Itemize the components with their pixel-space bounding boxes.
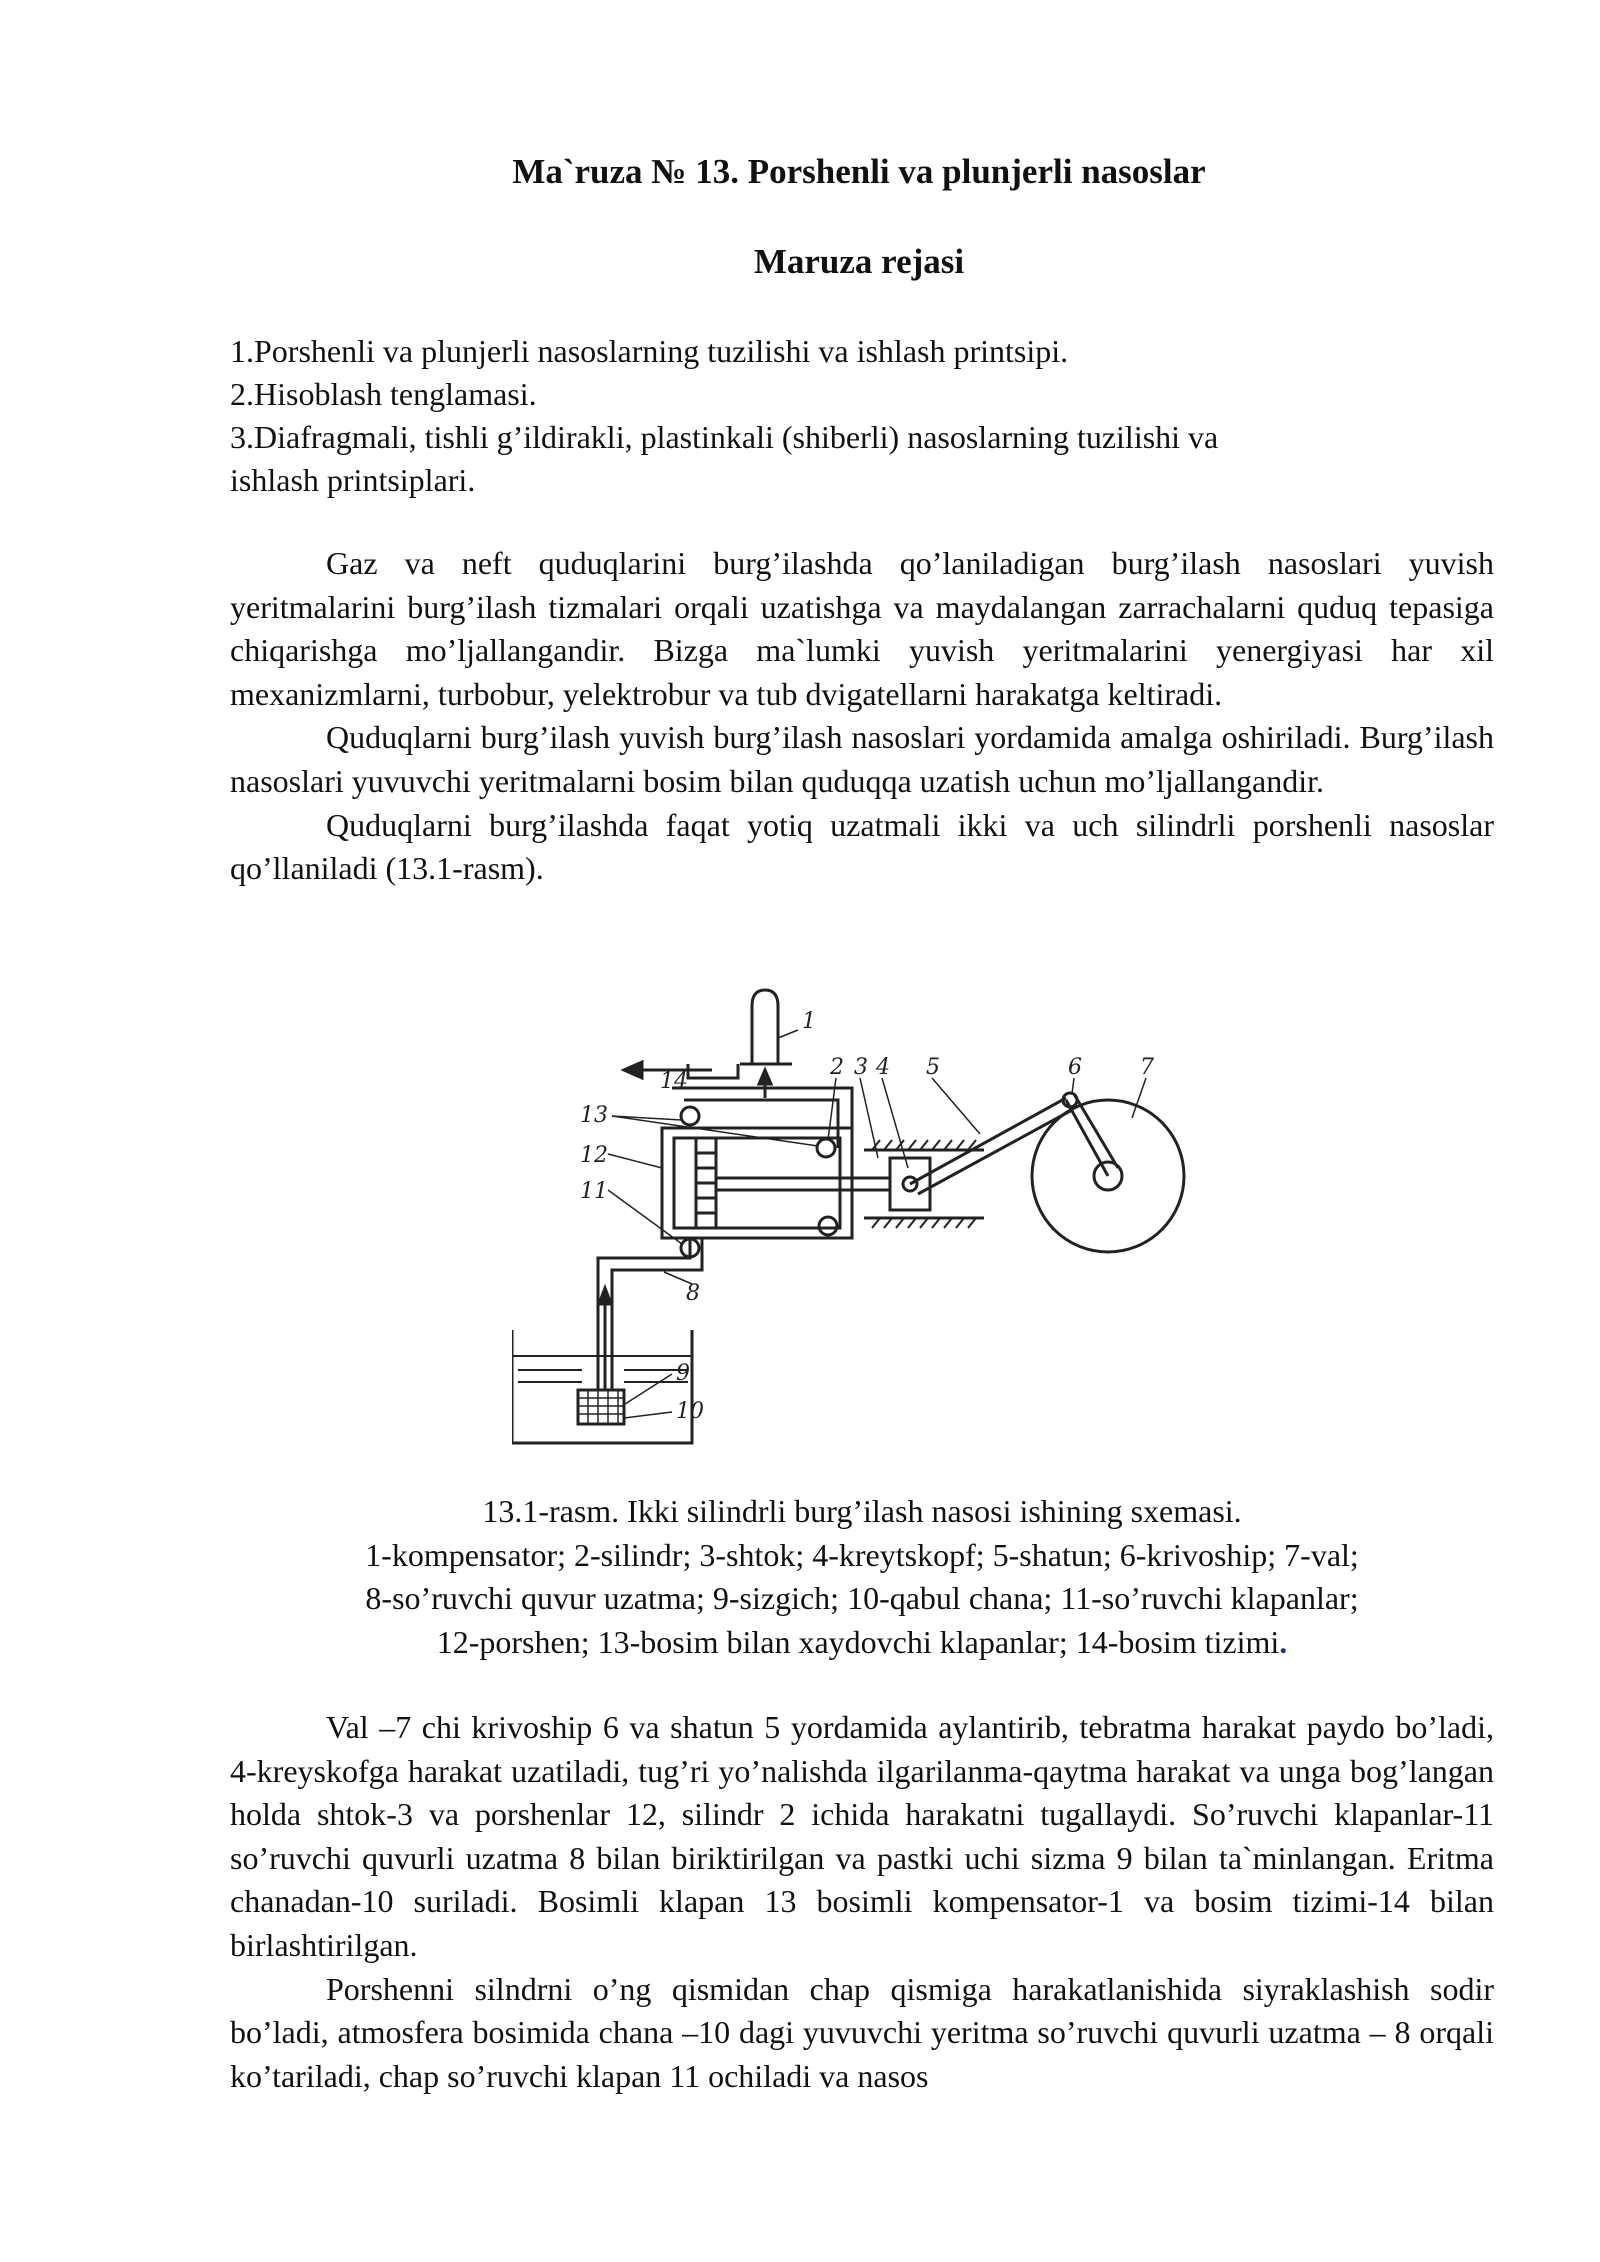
plan-item: ishlash printsiplari.: [230, 462, 476, 498]
caption-end-mark: .: [1279, 1623, 1288, 1660]
paragraph: Quduqlarni burg’ilash yuvish burg’ilash nasoslari yordamida amalga oshiriladi. Burg’ilash nasoslari yuvuvchi yeritmalarni bosim bilan quduqqa uzatish uchun mo’ljallangandir.: [230, 719, 1494, 799]
pump-schematic: [512, 978, 1204, 1448]
caption-line-last: [230, 1621, 1494, 1665]
label-12: 12: [580, 1143, 608, 1168]
plan-item: 1.Porshenli va plunjerli nasoslarning tuzilishi va ishlash printsipi.: [230, 333, 1069, 369]
page-title: Ma`ruza № 13. Porshenli va plunjerli nasoslar: [512, 152, 1206, 191]
paragraph: Gaz va neft quduqlarini burg’ilashda qo’laniladigan burg’ilash nasoslari yuvish yeritmalarini burg’ilash tizmalari orqali uzatishga va maydalangan zarrachalarni quduq tepasiga chiqarishga mo’ljallangandir. Bizga ma`lumki yuvish yeritmalarini yenergiyasi har xil mexanizmlarni, turbobur, yelektrobur va tub dvigatellarni harakatga keltiradi.: [230, 545, 1494, 712]
figure-caption: [230, 1490, 1494, 1664]
label-10: 10: [676, 1399, 704, 1424]
label-2: 2: [830, 1055, 844, 1080]
pump-diagram-figure: [512, 978, 1204, 1448]
label-7: 7: [1140, 1055, 1154, 1080]
label-8: 8: [686, 1281, 700, 1306]
intro-text: [230, 542, 1494, 891]
explanation-text: [230, 1706, 1494, 2098]
label-6: 6: [1068, 1055, 1082, 1080]
plan-item: 3.Diafragmali, tishli g’ildirakli, plastinkali (shiberli) nasoslarning tuzilishi va: [230, 419, 1219, 455]
caption-line: 13.1-rasm. Ikki silindrli burg’ilash nasosi ishining sxemasi.: [482, 1493, 1242, 1529]
label-14: 14: [660, 1069, 688, 1094]
caption-line: 12-porshen; 13-bosim bilan xaydovchi klapanlar; 14-bosim tizimi: [436, 1623, 1280, 1660]
plan-item: 2.Hisoblash tenglamasi.: [230, 376, 537, 412]
plan-heading: Maruza rejasi: [753, 242, 965, 281]
label-1: 1: [802, 1009, 816, 1034]
label-13: 13: [580, 1103, 608, 1128]
label-5: 5: [926, 1055, 940, 1080]
label-9: 9: [676, 1361, 690, 1386]
lecture-plan: [230, 330, 1500, 502]
caption-line: 1-kompensator; 2-silindr; 3-shtok; 4-kreytskopf; 5-shatun; 6-krivoship; 7-val;: [365, 1536, 1359, 1573]
label-11: 11: [580, 1179, 608, 1204]
paragraph: Val –7 chi krivoship 6 va shatun 5 yordamida aylantirib, tebratma harakat paydo bo’ladi, 4-kreyskofga harakat uzatiladi, tug’ri yo’nalishda ilgarilanma-qaytma harakat va unga bog’langan holda shtok-3 va porshenlar 12, silindr 2 ichida harakatni tugallaydi. So’ruvchi klapanlar-11 so’ruvchi quvurli uzatma 8 bilan biriktirilgan va pastki uchi sizma 9 bilan ta`minlangan. Eritma chanadan-10 suriladi. Bosimli klapan 13 bosimli kompensator-1 va bosim tizimi-14 bilan birlashtirilgan.: [230, 1709, 1494, 1963]
label-3: 3: [854, 1055, 868, 1080]
paragraph: Porshenni silndrni o’ng qismidan chap qismiga harakatlanishida siyraklashish sodir bo’ladi, atmosfera bosimida chana –10 dagi yuvuvchi yeritma so’ruvchi quvurli uzatma – 8 orqali ko’tariladi, chap so’ruvchi klapan 11 ochiladi va nasos: [230, 1970, 1494, 2094]
caption-line: 8-so’ruvchi quvur uzatma; 9-sizgich; 10-qabul chana; 11-so’ruvchi klapanlar;: [365, 1580, 1359, 1617]
paragraph: Quduqlarni burg’ilashda faqat yotiq uzatmali ikki va uch silindrli porshenli nasoslar qo’llaniladi (13.1-rasm).: [230, 806, 1494, 887]
label-4: 4: [876, 1055, 890, 1080]
